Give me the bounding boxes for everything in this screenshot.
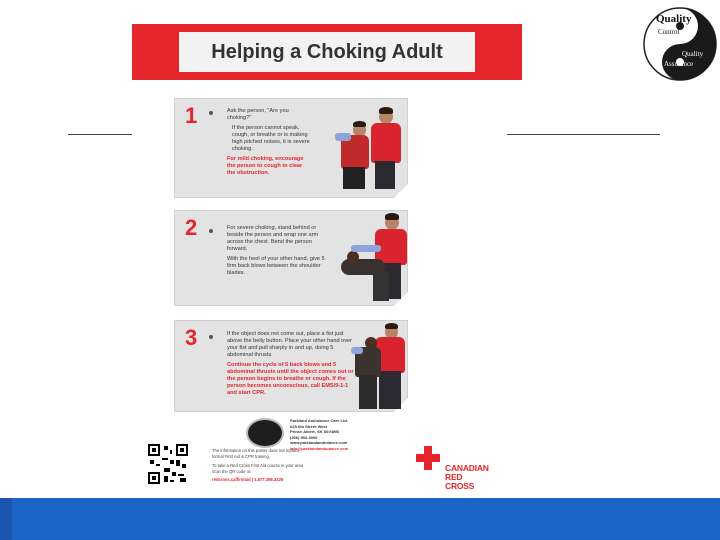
logo-text-2: Control xyxy=(658,28,680,36)
step-3-panel xyxy=(174,320,408,412)
contact-line-3: Prince Albert, SK S6V4M6 xyxy=(290,429,339,434)
info-line-2: formal First Aid & CPR training. xyxy=(212,454,270,459)
divider-right xyxy=(507,134,660,135)
step-1-panel xyxy=(174,98,408,198)
step-2-number: 2 xyxy=(185,215,198,240)
choking-poster xyxy=(148,92,489,500)
qr-code-icon xyxy=(148,444,188,484)
logo-text-3: Quality xyxy=(682,50,703,58)
ambulance-logo xyxy=(246,418,284,448)
step-1-bullet-1: Ask the person, "Are you choking?" xyxy=(227,108,289,121)
quality-logo xyxy=(642,2,718,88)
contact-line-2: 625-6th Street West xyxy=(290,423,328,429)
slide-title: Helping a Choking Adult xyxy=(211,40,443,63)
step-3-bullet-2: Continue the cycle of 5 back blows and 5 abdominal thrusts until the object comes out or the person begins to breathe or cough. If the person becomes unconscious, call EMS/9-1-1 and start CPR. xyxy=(227,362,354,396)
red-cross-icon xyxy=(416,446,440,470)
logo-text-4: Assurance xyxy=(664,60,694,68)
contact-line-5: www.parklandambulance.com xyxy=(290,440,348,445)
logo-text-1: Quality xyxy=(656,13,692,25)
divider-left xyxy=(68,134,132,135)
info-line-1: The information on this poster does not replace xyxy=(212,448,300,453)
contact-line-6: info@parklandambulance.com xyxy=(290,445,349,451)
step-2-bullet-1: For severe choking, stand behind or beside the person and wrap one arm across the chest. Bend the person forward. xyxy=(227,225,319,252)
course-info xyxy=(212,448,342,483)
step-1-number: 1 xyxy=(185,103,198,128)
title-panel xyxy=(179,32,475,72)
bottom-bar xyxy=(0,498,720,540)
step-1-sub-1: If the person cannot speak, cough, or breathe or is making high pitched noises, it is severe choking. xyxy=(232,125,310,152)
title-banner xyxy=(132,24,522,80)
contact-line-4: (306) 953-3000 xyxy=(290,434,318,440)
step-3-number: 3 xyxy=(185,325,198,350)
step-2-bullet-2: With the heel of your other hand, give 5 firm back blows between the shoulder blades. xyxy=(227,256,325,276)
contact-line-1: Parkland Ambulance Care Ltd. xyxy=(290,418,348,423)
step-3-bullet-1: If the object does not come out, place a fist just above the belly button. Place your other hand over your fist and pull sharply in and up, doing 5 abdominal thrusts. xyxy=(227,331,353,358)
info-line-5: redcross.ca/firstaid | 1.877.356.3226 xyxy=(212,477,284,482)
step-2-panel xyxy=(174,210,408,306)
info-line-4: scan the QR code or: xyxy=(212,469,252,474)
contact-info xyxy=(290,418,348,451)
info-line-3: To take a Red Cross First Aid course in your area xyxy=(212,463,304,468)
step-1-bullet-2: For mild choking, encourage the person to cough to clear the obstruction. xyxy=(227,156,304,176)
red-cross-wordmark: CANADIAN RED CROSS xyxy=(445,463,489,491)
